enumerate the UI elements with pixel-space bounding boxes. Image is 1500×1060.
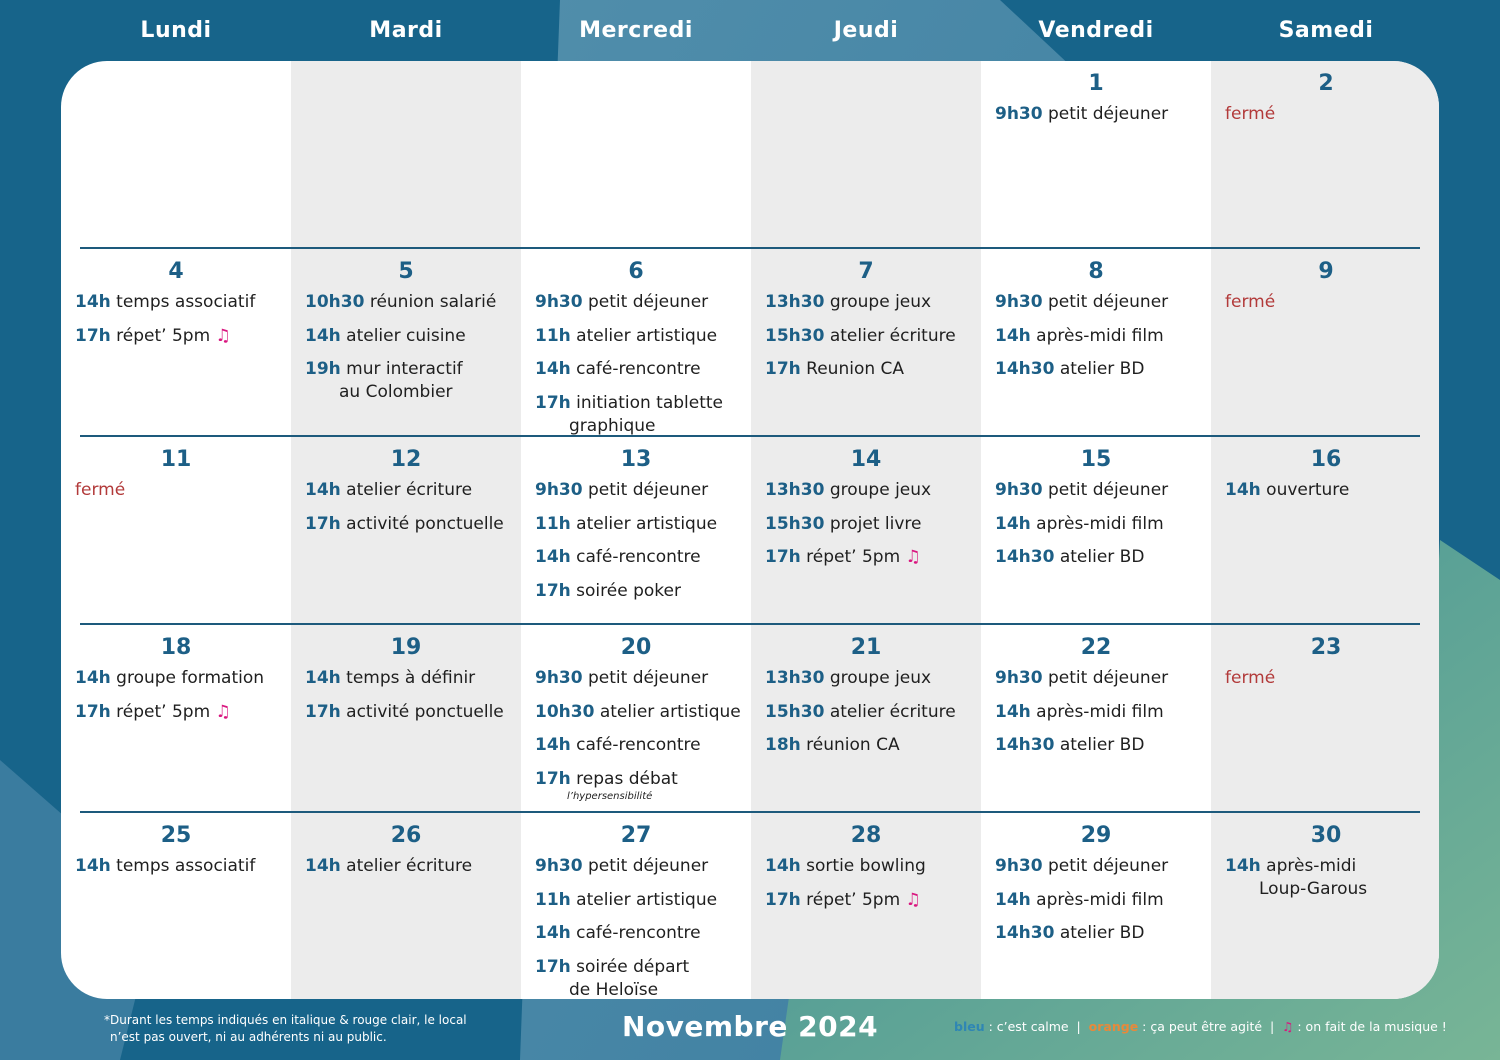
event-item <box>535 580 749 603</box>
event-time: 13h30 <box>765 668 825 688</box>
closure-footnote <box>104 1012 524 1046</box>
legend-orange-word: orange <box>1088 1019 1139 1034</box>
event-time: 17h <box>535 768 571 789</box>
day-cell <box>521 249 751 437</box>
event-time: 18h <box>765 735 801 756</box>
event-text: réunion salarié <box>369 292 497 312</box>
event-text-continued: Loup-Garous <box>1259 879 1368 899</box>
day-cell <box>1211 625 1439 813</box>
event-text: petit déjeuner <box>588 292 709 312</box>
day-cell <box>291 437 521 625</box>
event-item <box>995 513 1209 536</box>
day-header-lundi: Lundi <box>140 18 212 43</box>
day-cell <box>981 437 1211 625</box>
event-item <box>305 667 519 690</box>
event-list <box>765 855 979 922</box>
day-cell <box>751 813 981 999</box>
event-text: activité ponctuelle <box>346 701 504 722</box>
event-item <box>765 479 979 502</box>
event-item <box>75 325 289 348</box>
event-text: fermé <box>1225 292 1276 312</box>
event-item <box>535 667 749 690</box>
event-text: petit déjeuner <box>588 480 709 500</box>
event-time: 14h30 <box>995 359 1055 380</box>
day-header-jeudi: Jeudi <box>833 18 899 43</box>
event-text: petit déjeuner <box>1048 668 1169 688</box>
event-item <box>535 768 749 803</box>
day-number: 27 <box>620 823 652 848</box>
event-text: atelier BD <box>1059 735 1145 756</box>
event-text: fermé <box>1225 104 1276 124</box>
day-number: 6 <box>628 259 644 284</box>
event-time: 17h <box>535 580 571 601</box>
day-cell <box>291 61 521 249</box>
event-time: 14h <box>305 480 341 500</box>
closed-label <box>1225 667 1439 690</box>
event-time: 14h30 <box>995 923 1055 944</box>
day-number: 22 <box>1080 635 1112 660</box>
event-item <box>765 734 979 757</box>
event-item <box>995 889 1209 912</box>
event-text: ouverture <box>1266 480 1350 500</box>
event-time: 14h <box>75 856 111 876</box>
event-text-continued: au Colombier <box>339 382 453 403</box>
event-item <box>535 325 749 348</box>
legend-orange-text: : ça peut être agité | <box>1138 1019 1283 1034</box>
day-number: 7 <box>858 259 874 284</box>
music-note-icon: ♫ <box>215 325 231 346</box>
event-item <box>765 358 979 381</box>
event-text: petit déjeuner <box>1048 856 1169 876</box>
event-time: 17h <box>305 701 341 722</box>
event-time: 14h <box>995 325 1031 346</box>
music-note-icon: ♫ <box>905 547 921 568</box>
closed-label <box>1225 291 1439 314</box>
event-item <box>305 479 519 502</box>
music-note-icon: ♫ <box>215 701 231 722</box>
day-cell <box>61 61 291 249</box>
legend-blue-word: bleu <box>954 1019 985 1034</box>
event-item <box>765 546 979 569</box>
day-number: 1 <box>1088 71 1104 96</box>
day-number: 19 <box>390 635 422 660</box>
event-text: atelier écriture <box>346 480 473 500</box>
event-time: 14h <box>535 547 571 568</box>
event-text: soirée départ <box>576 956 690 977</box>
event-item <box>75 701 289 724</box>
day-header-samedi: Samedi <box>1278 18 1374 43</box>
event-item <box>305 701 519 724</box>
event-list <box>765 479 979 580</box>
color-legend <box>954 1019 1447 1034</box>
day-cell <box>751 437 981 625</box>
event-time: 9h30 <box>995 104 1043 124</box>
event-item <box>305 855 519 878</box>
day-cell <box>521 813 751 999</box>
day-number: 29 <box>1080 823 1112 848</box>
event-time: 14h <box>535 923 571 944</box>
event-text: fermé <box>1225 668 1276 688</box>
event-time: 14h <box>305 668 341 688</box>
event-text: temps à définir <box>346 668 476 688</box>
day-number: 18 <box>160 635 192 660</box>
event-time: 9h30 <box>535 292 583 312</box>
day-cell <box>521 625 751 813</box>
event-item <box>535 479 749 502</box>
event-time: 17h <box>535 956 571 977</box>
event-item <box>765 667 979 690</box>
event-time: 10h30 <box>305 292 365 312</box>
footnote-line-1: *Durant les temps indiqués en italique & rouge clair, le local <box>104 1013 467 1027</box>
event-time: 13h30 <box>765 480 825 500</box>
event-time: 17h <box>765 547 801 568</box>
event-text: après-midi film <box>1036 325 1164 346</box>
day-number: 15 <box>1080 447 1112 472</box>
event-list <box>75 479 289 513</box>
event-list <box>305 855 519 889</box>
event-item <box>305 325 519 348</box>
event-text: atelier BD <box>1059 359 1145 380</box>
event-list <box>535 667 749 813</box>
event-item <box>765 513 979 536</box>
event-list <box>535 479 749 613</box>
day-cell <box>291 625 521 813</box>
day-cell <box>981 61 1211 249</box>
event-item <box>765 291 979 314</box>
event-list <box>1225 667 1439 701</box>
event-time: 9h30 <box>995 292 1043 312</box>
month-title: Novembre 2024 <box>621 1010 879 1043</box>
event-text: atelier écriture <box>829 325 956 346</box>
event-item <box>765 325 979 348</box>
day-cell <box>521 61 751 249</box>
event-item <box>305 358 519 404</box>
event-list <box>75 855 289 889</box>
day-cell <box>61 437 291 625</box>
event-time: 17h <box>75 701 111 722</box>
event-time: 9h30 <box>535 668 583 688</box>
event-text: répet’ 5pm <box>116 325 211 346</box>
day-cell <box>751 625 981 813</box>
event-list <box>995 667 1209 768</box>
event-item <box>995 855 1209 878</box>
event-text: après-midi film <box>1036 889 1164 910</box>
day-cell <box>61 625 291 813</box>
event-list <box>1225 291 1439 325</box>
event-list <box>1225 855 1439 912</box>
event-time: 14h <box>305 325 341 346</box>
event-time: 19h <box>305 359 341 380</box>
event-text: atelier BD <box>1059 547 1145 568</box>
day-number: 16 <box>1310 447 1342 472</box>
event-list <box>535 855 749 999</box>
day-number: 5 <box>398 259 414 284</box>
event-time: 14h <box>1225 856 1261 876</box>
event-item <box>75 291 289 314</box>
day-cell <box>751 249 981 437</box>
event-time: 9h30 <box>535 480 583 500</box>
event-text: répet’ 5pm <box>806 547 901 568</box>
event-time: 14h <box>305 856 341 876</box>
day-cell <box>521 437 751 625</box>
event-time: 15h30 <box>765 513 825 534</box>
event-list <box>535 291 749 448</box>
event-text: petit déjeuner <box>588 856 709 876</box>
event-text: projet livre <box>829 513 922 534</box>
event-item <box>995 103 1209 126</box>
event-time: 14h <box>995 701 1031 722</box>
event-text: petit déjeuner <box>588 668 709 688</box>
event-time: 17h <box>765 359 801 380</box>
event-item <box>995 479 1209 502</box>
event-time: 15h30 <box>765 701 825 722</box>
music-note-icon: ♫ <box>905 889 921 910</box>
event-time: 13h30 <box>765 292 825 312</box>
event-text-continued: de Heloïse <box>569 979 659 999</box>
event-text: temps associatif <box>116 856 256 876</box>
event-item <box>75 855 289 878</box>
day-number: 28 <box>850 823 882 848</box>
event-item <box>995 291 1209 314</box>
event-item <box>535 734 749 757</box>
day-cell <box>1211 61 1439 249</box>
event-list <box>305 667 519 734</box>
event-item <box>535 546 749 569</box>
event-item <box>535 889 749 912</box>
event-list <box>305 291 519 415</box>
day-number: 8 <box>1088 259 1104 284</box>
event-list <box>75 667 289 734</box>
event-list <box>995 291 1209 392</box>
event-time: 9h30 <box>535 856 583 876</box>
event-item <box>305 513 519 536</box>
event-text: fermé <box>75 480 126 500</box>
event-time: 14h <box>995 889 1031 910</box>
event-text: petit déjeuner <box>1048 104 1169 124</box>
event-time: 14h <box>535 359 571 380</box>
event-list <box>765 667 979 768</box>
event-text: répet’ 5pm <box>806 889 901 910</box>
event-item <box>535 392 749 438</box>
event-item <box>1225 479 1439 502</box>
event-item <box>995 325 1209 348</box>
event-text: temps associatif <box>116 292 256 312</box>
event-text: atelier écriture <box>346 856 473 876</box>
event-time: 14h30 <box>995 735 1055 756</box>
event-item <box>765 855 979 878</box>
event-text: groupe jeux <box>829 292 932 312</box>
event-time: 14h <box>995 513 1031 534</box>
event-list <box>305 479 519 546</box>
event-text: atelier artistique <box>576 325 718 346</box>
event-time: 17h <box>535 392 571 413</box>
event-text: répet’ 5pm <box>116 701 211 722</box>
event-item <box>305 291 519 314</box>
event-note: l’hypersensibilité <box>567 790 653 802</box>
day-number: 13 <box>620 447 652 472</box>
event-item <box>535 956 749 999</box>
event-item <box>535 701 749 724</box>
event-text: café-rencontre <box>576 923 701 944</box>
event-item <box>995 734 1209 757</box>
event-time: 11h <box>535 513 571 534</box>
day-number: 20 <box>620 635 652 660</box>
event-text: mur interactif <box>346 359 463 380</box>
day-cell <box>981 249 1211 437</box>
event-time: 17h <box>765 889 801 910</box>
event-text: après-midi film <box>1036 513 1164 534</box>
day-header-mardi: Mardi <box>369 18 443 43</box>
event-list <box>995 479 1209 580</box>
event-item <box>1225 855 1439 901</box>
event-text: atelier BD <box>1059 923 1145 944</box>
legend-music-text: : on fait de la musique ! <box>1293 1019 1447 1034</box>
day-number: 12 <box>390 447 422 472</box>
footnote-line-2: n’est pas ouvert, ni au adhérents ni au public. <box>110 1030 387 1044</box>
event-text: groupe jeux <box>829 480 932 500</box>
event-text: atelier cuisine <box>346 325 466 346</box>
day-number: 4 <box>168 259 184 284</box>
event-time: 10h30 <box>535 701 595 722</box>
event-list <box>1225 479 1439 513</box>
event-text: après-midi <box>1266 856 1357 876</box>
event-time: 17h <box>75 325 111 346</box>
event-list <box>995 103 1209 137</box>
event-time: 11h <box>535 325 571 346</box>
event-time: 14h30 <box>995 547 1055 568</box>
event-text: café-rencontre <box>576 547 701 568</box>
day-number: 11 <box>160 447 192 472</box>
day-number: 2 <box>1318 71 1334 96</box>
event-list <box>1225 103 1439 137</box>
legend-blue-text: : c’est calme | <box>984 1019 1089 1034</box>
event-item <box>535 922 749 945</box>
event-text: activité ponctuelle <box>346 513 504 534</box>
event-text: repas débat <box>576 768 678 789</box>
event-time: 14h <box>75 668 111 688</box>
event-list <box>765 291 979 392</box>
event-item <box>995 922 1209 945</box>
event-item <box>995 358 1209 381</box>
event-text: initiation tablette <box>576 392 724 413</box>
day-cell <box>1211 437 1439 625</box>
day-cell <box>291 249 521 437</box>
day-cell <box>61 249 291 437</box>
day-cell <box>1211 813 1439 999</box>
closed-label <box>75 479 289 502</box>
day-number: 9 <box>1318 259 1334 284</box>
day-cell <box>61 813 291 999</box>
event-text: atelier artistique <box>599 701 741 722</box>
event-item <box>765 889 979 912</box>
event-text: atelier écriture <box>829 701 956 722</box>
event-text: sortie bowling <box>806 856 926 876</box>
day-cell <box>1211 249 1439 437</box>
event-text: café-rencontre <box>576 359 701 380</box>
event-text: petit déjeuner <box>1048 292 1169 312</box>
event-item <box>765 701 979 724</box>
event-text: café-rencontre <box>576 735 701 756</box>
event-list <box>75 291 289 358</box>
event-time: 14h <box>765 856 801 876</box>
event-text: atelier artistique <box>576 513 718 534</box>
event-item <box>995 546 1209 569</box>
day-cell <box>751 61 981 249</box>
event-time: 9h30 <box>995 668 1043 688</box>
event-time: 14h <box>1225 480 1261 500</box>
day-header-mercredi: Mercredi <box>579 18 693 43</box>
day-cell <box>981 625 1211 813</box>
event-item <box>535 291 749 314</box>
event-item <box>535 513 749 536</box>
event-text: soirée poker <box>576 580 681 601</box>
event-item <box>535 855 749 878</box>
event-time: 17h <box>305 513 341 534</box>
day-cell <box>291 813 521 999</box>
day-number: 26 <box>390 823 422 848</box>
event-text: réunion CA <box>806 735 900 756</box>
event-text-continued: graphique <box>569 415 656 436</box>
event-time: 14h <box>535 735 571 756</box>
closed-label <box>1225 103 1439 126</box>
day-number: 14 <box>850 447 882 472</box>
event-time: 9h30 <box>995 480 1043 500</box>
music-note-icon: ♫ <box>1282 1019 1294 1034</box>
event-item <box>535 358 749 381</box>
day-number: 23 <box>1310 635 1342 660</box>
event-text: groupe jeux <box>829 668 932 688</box>
day-cell <box>981 813 1211 999</box>
event-item <box>75 667 289 690</box>
event-text: petit déjeuner <box>1048 480 1169 500</box>
day-number: 30 <box>1310 823 1342 848</box>
event-list <box>995 855 1209 956</box>
event-time: 15h30 <box>765 325 825 346</box>
event-time: 11h <box>535 889 571 910</box>
event-text: après-midi film <box>1036 701 1164 722</box>
event-text: groupe formation <box>116 668 265 688</box>
day-number: 25 <box>160 823 192 848</box>
event-item <box>995 701 1209 724</box>
day-header-vendredi: Vendredi <box>1038 18 1154 43</box>
day-number: 21 <box>850 635 882 660</box>
event-time: 9h30 <box>995 856 1043 876</box>
event-item <box>995 667 1209 690</box>
event-text: Reunion CA <box>806 359 905 380</box>
event-time: 14h <box>75 292 111 312</box>
event-text: atelier artistique <box>576 889 718 910</box>
calendar-card <box>61 61 1439 999</box>
